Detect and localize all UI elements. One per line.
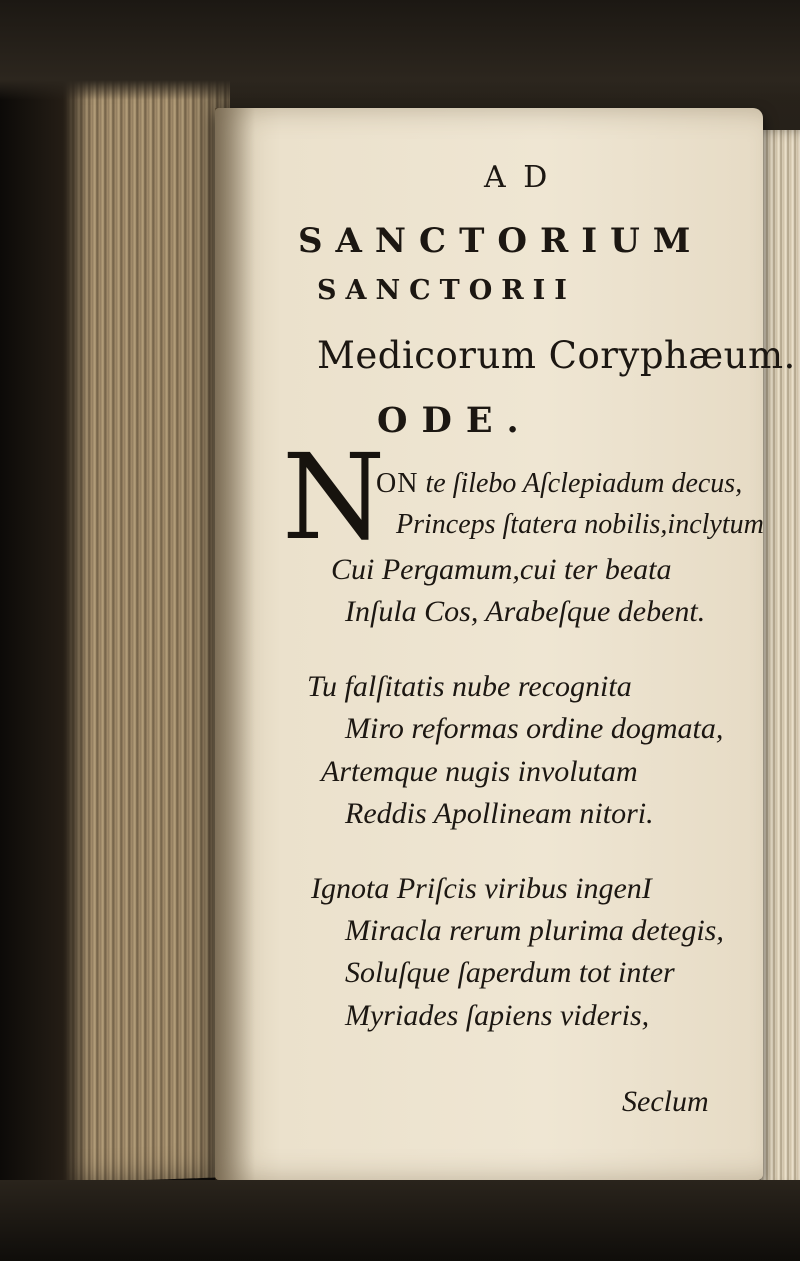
stanza3-line2: Miracla rerum plurima detegis,: [345, 914, 724, 947]
stanza1-line4: Inſula Cos, Arabeſque debent.: [345, 595, 706, 628]
stanza3-line1: Ignota Priſcis viribus ingenI: [311, 872, 652, 905]
stanza1-first-word: ON: [376, 468, 419, 499]
spine-shadow: [215, 108, 255, 1180]
stanza3-line4: Myriades ſapiens videris,: [345, 999, 650, 1032]
stanza1-line2: Princeps ſtatera nobilis,inclytum: [396, 509, 764, 540]
top-shadow: [0, 0, 800, 100]
stanza1-line1: [376, 468, 742, 500]
heading-sanctorii: SANCTORII: [317, 275, 576, 306]
bottom-shadow: [0, 1180, 800, 1261]
stanza2-line4: Reddis Apollineam nitori.: [345, 797, 654, 830]
stanza1-line3: Cui Pergamum,cui ter beata: [331, 553, 672, 586]
stanza2-line1: Tu falſitatis nube recognita: [307, 670, 632, 703]
stanza3-line3: Soluſque ſaperdum tot inter: [345, 956, 675, 989]
heading-ode: ODE.: [377, 400, 533, 441]
heading-sanctorium: SANCTORIUM: [298, 221, 704, 261]
drop-cap: N: [282, 428, 386, 566]
catchword: Seclum: [622, 1085, 709, 1118]
stanza1-line1-rest: te ſilebo Aſclepiadum decus,: [418, 468, 743, 499]
stanza2-line2: Miro reformas ordine dogmata,: [345, 712, 724, 745]
left-shadow: [0, 0, 90, 1261]
stanza2-line3: Artemque nugis involutam: [321, 755, 638, 788]
heading-ad: A D: [484, 160, 552, 195]
heading-medicorum: Medicorum Coryphæum.: [317, 334, 796, 377]
